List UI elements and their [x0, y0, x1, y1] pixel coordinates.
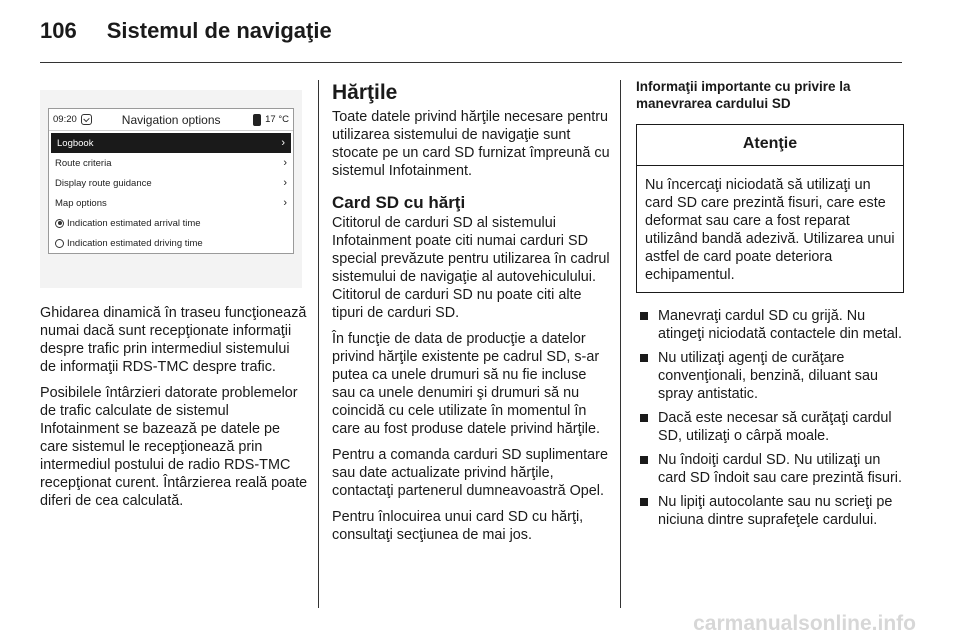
menu-item-label: Display route guidance — [55, 177, 152, 189]
header-rule — [40, 62, 902, 63]
column-left — [40, 304, 308, 518]
menu-item-display-route-guidance — [49, 173, 293, 193]
radio-label: Indication estimated arrival time — [67, 217, 201, 229]
menu-item-label: Route criteria — [55, 157, 112, 169]
screen-temperature: 17 °C — [265, 114, 289, 125]
radio-selected-icon — [55, 219, 64, 228]
list-item: Manevraţi cardul SD cu grijă. Nu atingeţi niciodată contactele din metal. — [636, 307, 904, 343]
menu-item-label: Logbook — [57, 137, 94, 149]
navigation-options-menu — [49, 133, 293, 253]
menu-item-label: Map options — [55, 197, 107, 209]
column-divider — [620, 80, 621, 608]
paragraph: În funcţie de data de producţie a datelor privind hărţile existente pe cadrul SD, s-ar putea ca unele drumuri să nu fie incluse sau ca unele denumiri şi drumuri să nu coincidă cu cele utilizate în momentul în care au fost produse datele privind hărţile. — [332, 331, 600, 437]
column-middle — [332, 80, 610, 552]
chevron-right-icon: › — [281, 137, 285, 149]
menu-item-map-options — [49, 193, 293, 213]
paragraph: Pentru a comanda carduri SD suplimentare sau date actualizate privind hărţile, contactaţi partenerul dumneavoastră Opel. — [332, 447, 608, 499]
screen-time: 09:20 — [53, 114, 77, 125]
paragraph: Pentru înlocuirea unui card SD cu hărţi, consultaţi secţiunea de mai jos. — [332, 509, 584, 543]
navigation-icon — [81, 114, 92, 125]
screen-title: Navigation options — [121, 112, 221, 127]
watermark: carmanualsonline.info — [693, 612, 916, 635]
screen-header — [49, 109, 293, 131]
section-title: Hărţile — [332, 81, 398, 104]
chevron-right-icon: › — [283, 197, 287, 209]
paragraph: Ghidarea dinamică în traseu funcţionează numai dacă sunt recepţionate informaţii despre trafic prin intermediul sistemului de informaţii RDS-TMC despre trafic. — [40, 305, 307, 375]
radio-arrival-time — [49, 213, 293, 233]
phone-icon — [253, 114, 261, 126]
navigation-options-figure — [40, 90, 302, 288]
sd-card-bullet-list — [636, 307, 904, 529]
paragraph: Posibilele întârzieri datorate problemelor de trafic calculate de sistemul Infotainment se bazează pe datele pe care sistemul le recepţionează prin intermediul postului de radio RDS-TMC recepţionat curent. Întârzierea reală poate diferi de cea calculată. — [40, 385, 308, 509]
chevron-right-icon: › — [283, 157, 287, 169]
paragraph: Toate datele privind hărţile necesare pentru utilizarea sistemului de navigaţie sunt stocate pe un card SD furnizat împreună cu sistemul Infotainment. — [332, 109, 610, 179]
page-heading: Sistemul de navigaţie — [106, 18, 332, 43]
list-item: Nu îndoiţi cardul SD. Nu utilizaţi un card SD îndoit sau care prezintă fisuri. — [636, 451, 904, 487]
paragraph: Cititorul de carduri SD al sistemului Infotainment poate citi numai carduri SD special prevăzute pentru utilizarea în cadrul sistemului de navigaţie al autovehiculului. Cititorul de carduri SD nu poate citi alte tipuri de carduri SD. — [332, 215, 610, 321]
list-item: Nu lipiţi autocolante sau nu scrieţi pe niciuna dintre suprafeţele cardului. — [636, 493, 904, 529]
chevron-right-icon: › — [283, 177, 287, 189]
menu-item-route-criteria — [49, 153, 293, 173]
warning-title: Atenţie — [637, 125, 903, 166]
infotainment-screen — [48, 108, 294, 254]
page-header — [40, 14, 332, 48]
radio-driving-time — [49, 233, 293, 253]
warning-text: Nu încercaţi niciodată să utilizaţi un card SD care prezintă fisuri, care este deformat sau care a fost reparat utilizând bandă adezivă. Utilizarea unui astfel de card poate deteriora echipamentul. — [645, 177, 895, 283]
menu-item-logbook — [51, 133, 291, 153]
radio-unselected-icon — [55, 239, 64, 248]
column-divider — [318, 80, 319, 608]
column-right — [636, 78, 904, 535]
subsection-title: Card SD cu hărţi — [332, 193, 466, 212]
list-item: Nu utilizaţi agenţi de curăţare convenţionali, benzină, diluant sau spray antistatic. — [636, 349, 904, 403]
sd-card-handling-heading: Informaţii importante cu privire la manevrarea cardului SD — [636, 79, 851, 111]
warning-box — [636, 124, 904, 293]
list-item: Dacă este necesar să curăţaţi cardul SD, utilizaţi o cârpă moale. — [636, 409, 904, 445]
radio-label: Indication estimated driving time — [67, 237, 203, 249]
page-number: 106 — [40, 18, 77, 43]
